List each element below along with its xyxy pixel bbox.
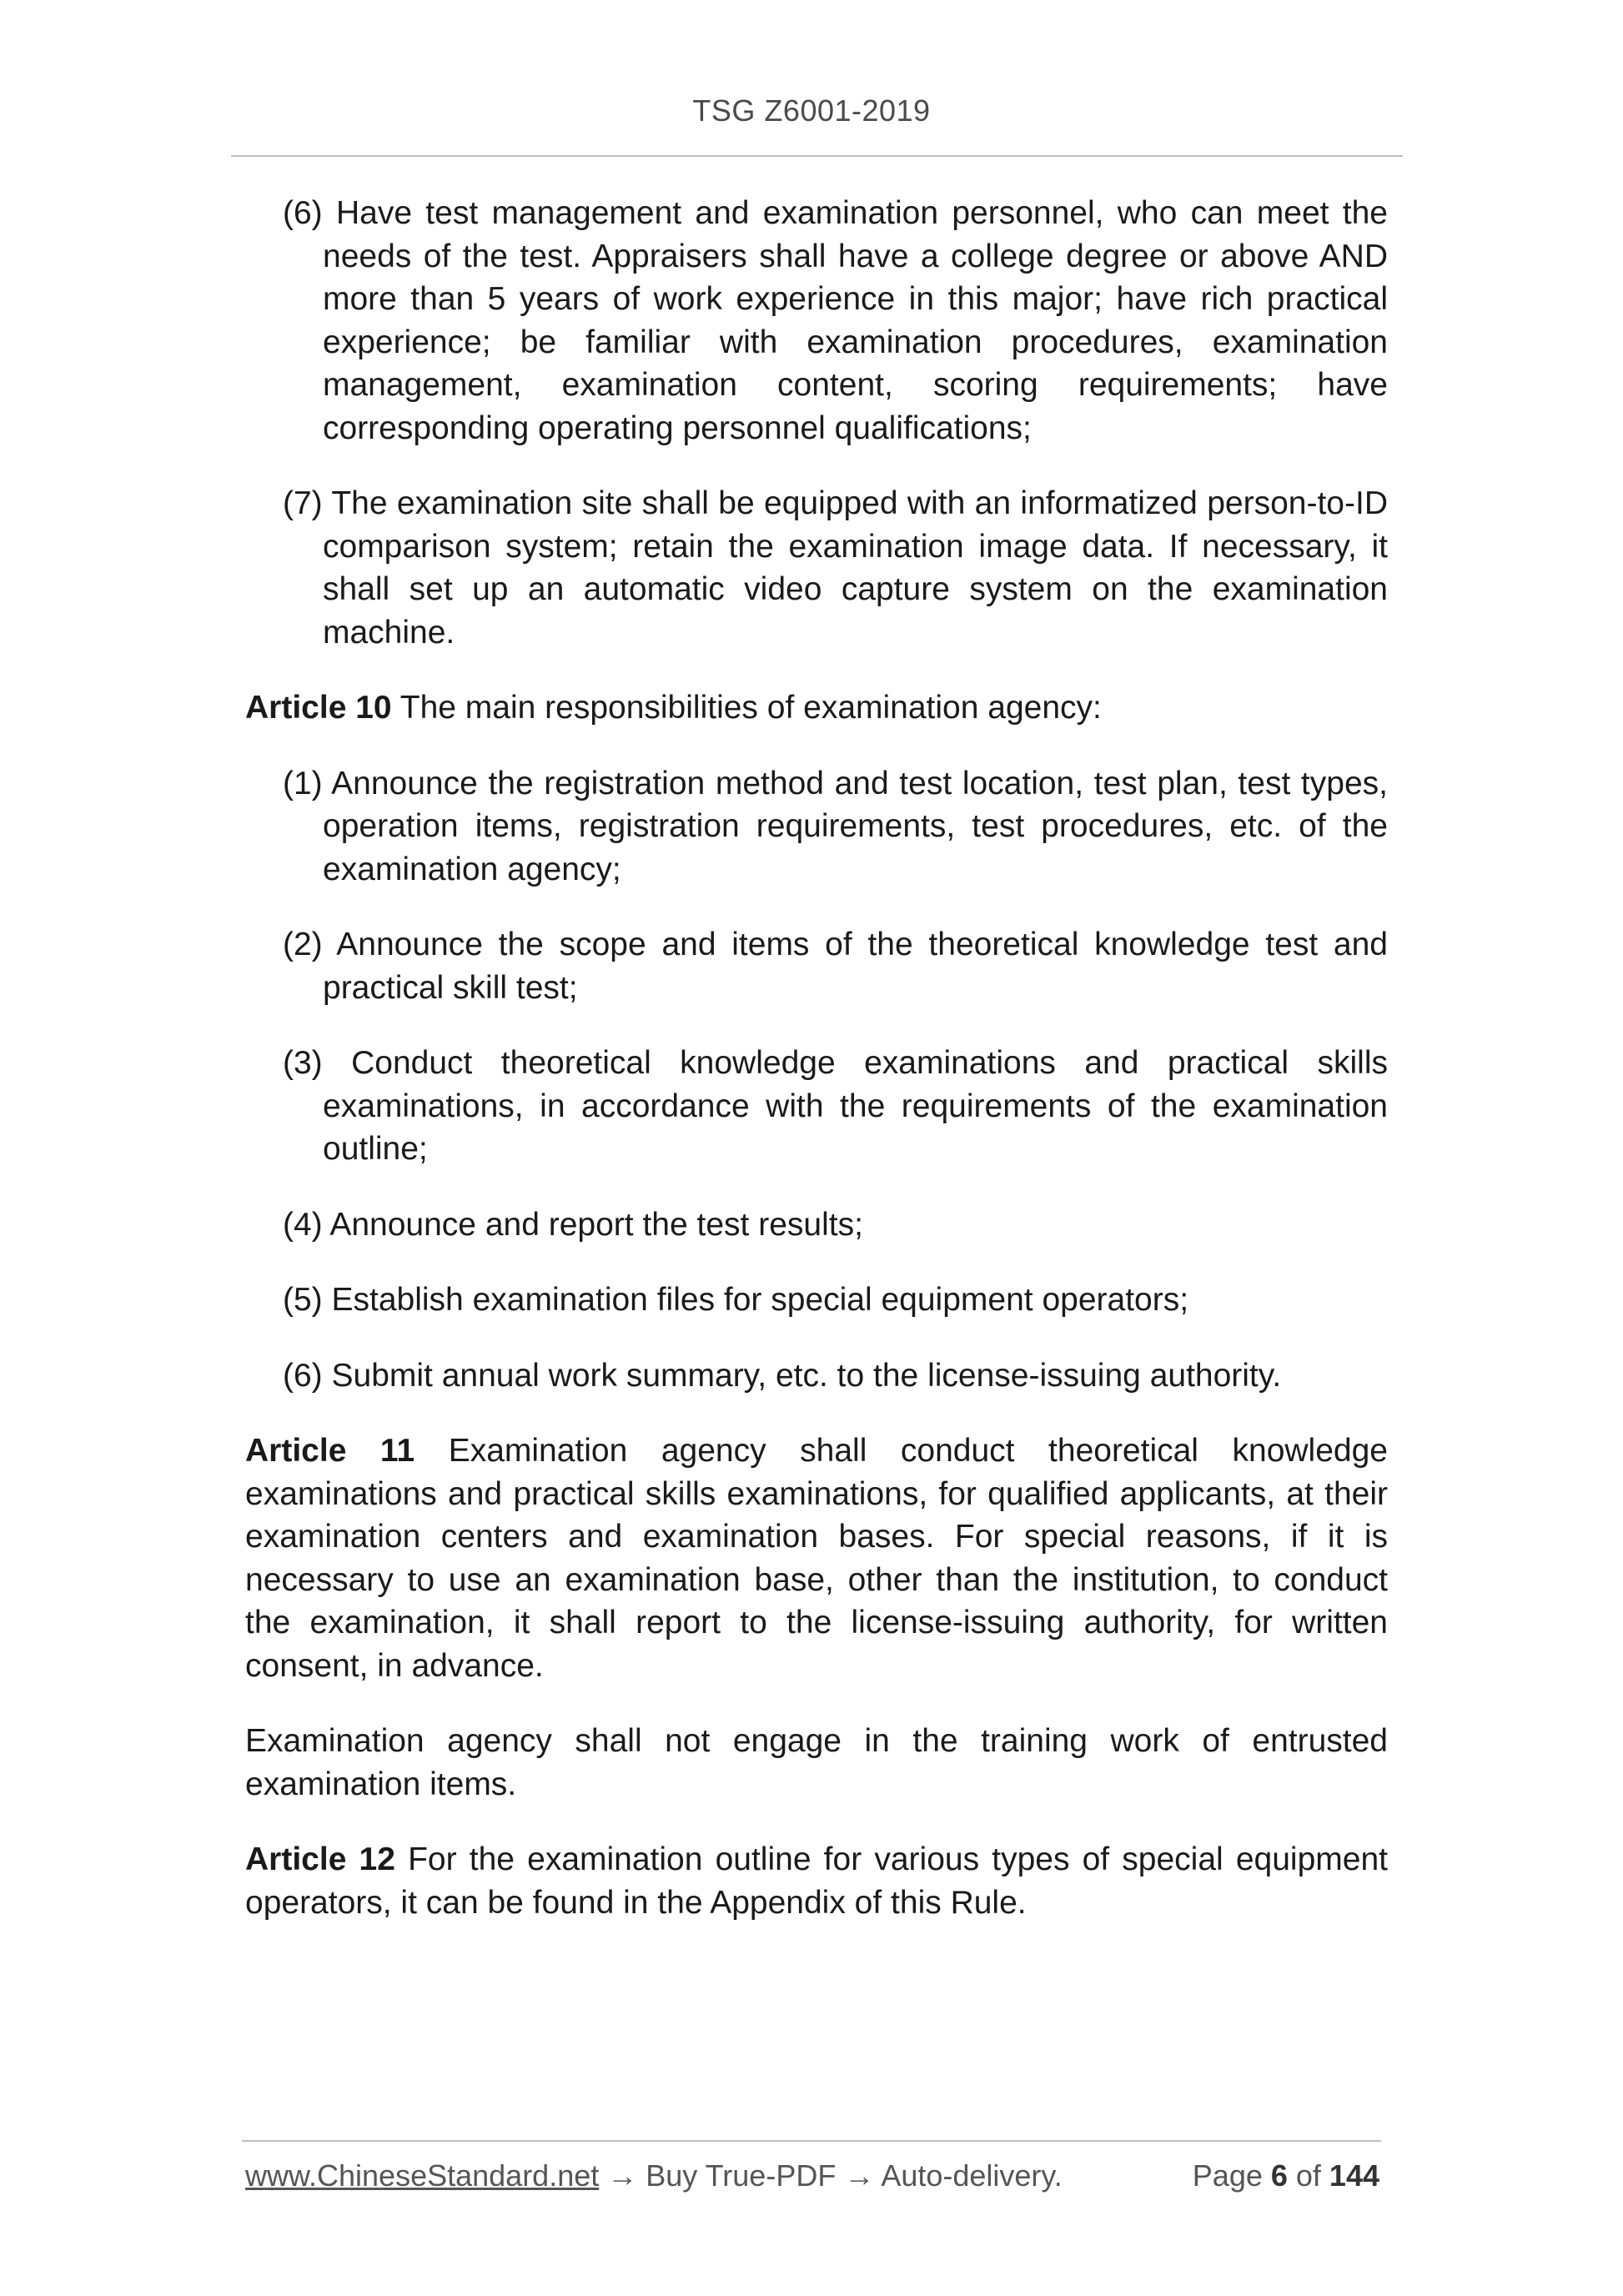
document-code-header: TSG Z6001-2019 — [692, 93, 931, 128]
article-12-text: For the examination outline for various types of special equipment operators, it can be found in the Appendix of this Rule. — [245, 1841, 1388, 1921]
of-word: of — [1287, 2158, 1329, 2193]
article-11-text: Examination agency shall conduct theoretical knowledge examinations and practical skills examinations, for qualified applicants, at their examination centers and examination bases. For special reasons, if it is necessary to use an examination base, other than the institution, to conduct the examination, it shall report to the license-issuing authority, for written consent, in advance. — [245, 1433, 1388, 1684]
article-11 — [245, 1429, 1388, 1687]
article-12-label: Article 12 — [245, 1841, 395, 1877]
article-10 — [245, 686, 1388, 730]
article-11-label: Article 11 — [245, 1433, 415, 1469]
article-10-item-2: (2) Announce the scope and items of the theoretical knowledge test and practical skill test; — [283, 927, 1388, 1006]
article-10-item-6: (6) Submit annual work summary, etc. to the license-issuing authority. — [283, 1357, 1282, 1394]
footer-promo — [245, 2158, 1063, 2193]
article-10-label: Article 10 — [245, 690, 392, 726]
list-item-6: (6) Have test management and examination personnel, who can meet the needs of the test. Appraisers shall have a college degree or above AND more than 5 years of work experience in this major; have rich practical experience; be familiar with examination procedures, examination management, examination content, scoring requirements; have corresponding operating personnel qualifications; — [283, 195, 1388, 446]
article-10-item-1: (1) Announce the registration method and test location, test plan, test types, operation items, registration requirements, test procedures, etc. of the examination agency; — [283, 765, 1388, 887]
article-10-item-4: (4) Announce and report the test results; — [283, 1206, 863, 1243]
footer-divider — [242, 2140, 1381, 2142]
article-10-item-5: (5) Establish examination files for special equipment operators; — [283, 1282, 1189, 1318]
article-10-item-3: (3) Conduct theoretical knowledge examinations and practical skills examinations, in accordance with the requirements of the examination outline; — [283, 1045, 1388, 1167]
site-link[interactable]: www.ChineseStandard.net — [245, 2158, 600, 2193]
article-11-extra-paragraph: Examination agency shall not engage in the training work of entrusted examination items. — [245, 1723, 1388, 1802]
page-total: 144 — [1329, 2158, 1379, 2193]
footer-promo-text: → Buy True-PDF → Auto-delivery. — [599, 2158, 1063, 2193]
article-12 — [245, 1838, 1388, 1924]
article-10-text: The main responsibilities of examination agency: — [391, 690, 1102, 726]
page-number — [1193, 2158, 1379, 2193]
page-word: Page — [1192, 2158, 1271, 2193]
header-divider — [231, 155, 1403, 157]
page-content — [245, 192, 1388, 1957]
list-item-7: (7) The examination site shall be equipped with an informatized person-to-ID comparison system; retain the examination image data. If necessary, it shall set up an automatic video capture system on the examination machine. — [283, 485, 1388, 651]
page-current: 6 — [1270, 2158, 1288, 2193]
